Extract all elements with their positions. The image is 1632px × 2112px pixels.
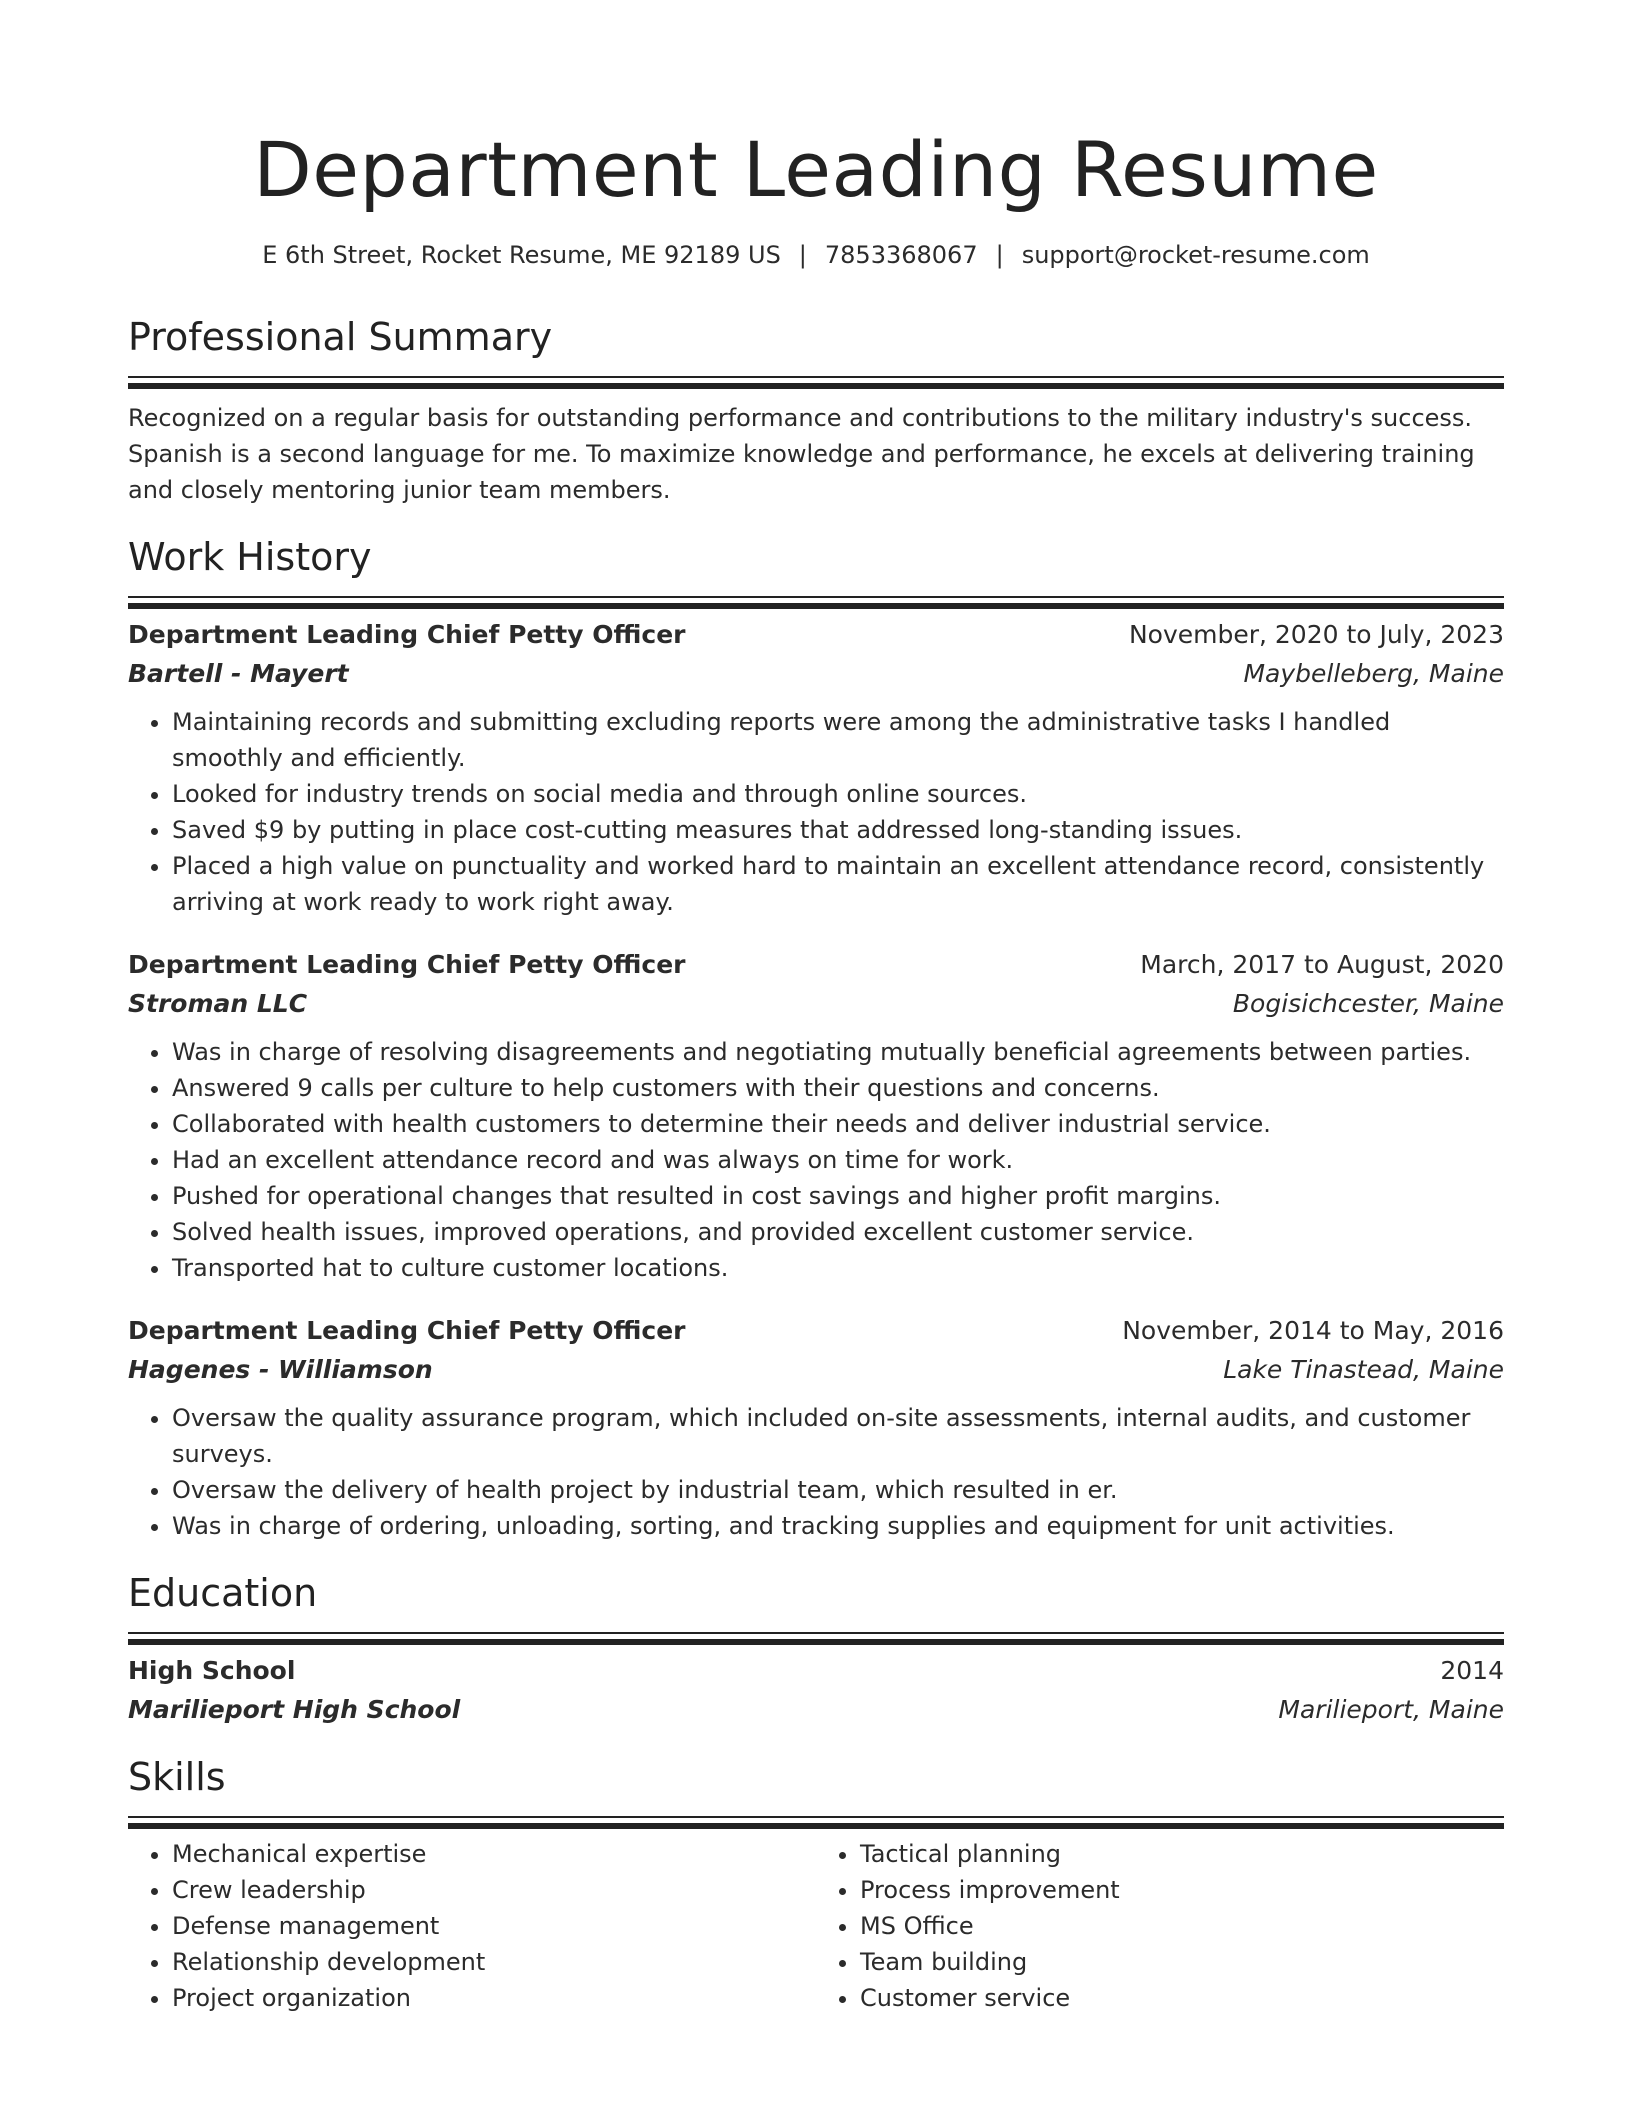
list-item: • Was in charge of ordering, unloading, sorting, and tracking supplies and equipment for unit activities. xyxy=(172,1508,1504,1544)
education-school: Marilieport High School xyxy=(128,1695,461,1724)
list-item: • Oversaw the quality assurance program, which included on-site assessments, internal audits, and customer surveys. xyxy=(172,1400,1504,1472)
skill-item: • Tactical planning xyxy=(860,1836,1504,1872)
list-item: • Solved health issues, improved operations, and provided excellent customer service. xyxy=(172,1214,1504,1250)
job-company: Stroman LLC xyxy=(128,989,308,1018)
section-divider xyxy=(128,376,1504,378)
skill-item: • Process improvement xyxy=(860,1872,1504,1908)
skills-list xyxy=(128,1836,1504,2016)
skill-item: • Defense management xyxy=(172,1908,816,1944)
section-title-summary: Professional Summary xyxy=(128,315,553,359)
summary-text: Recognized on a regular basis for outstanding performance and contributions to the military industry's success. Spanish is a second language for me. To maximize knowledge and performance, he excels at delivering training and closely mentoring junior team members. xyxy=(128,404,1475,504)
job-bullets xyxy=(128,1034,1504,1286)
education-location: Marilieport, Maine xyxy=(1278,1695,1504,1724)
skills-column-right xyxy=(816,1836,1504,2016)
section-title-work-history: Work History xyxy=(128,535,372,579)
section-title-education: Education xyxy=(128,1571,318,1615)
list-item: • Answered 9 calls per culture to help customers with their questions and concerns. xyxy=(172,1070,1504,1106)
skills-section xyxy=(128,1754,1504,2016)
education-degree: High School xyxy=(128,1656,296,1685)
education-section xyxy=(128,1570,1504,1730)
list-item: • Looked for industry trends on social media and through online sources. xyxy=(172,776,1504,812)
list-item: • Was in charge of resolving disagreements and negotiating mutually beneficial agreements between parties. xyxy=(172,1034,1504,1070)
skill-item: • Crew leadership xyxy=(172,1872,816,1908)
contact-phone: 7853368067 xyxy=(824,241,978,269)
skills-column-left xyxy=(128,1836,816,2016)
skill-item: • Team building xyxy=(860,1944,1504,1980)
list-item: • Had an excellent attendance record and was always on time for work. xyxy=(172,1142,1504,1178)
skill-item: • Mechanical expertise xyxy=(172,1836,816,1872)
resume-name: Department Leading Resume xyxy=(253,125,1379,214)
job-dates: November, 2020 to July, 2023 xyxy=(1128,620,1504,649)
skill-item: • Customer service xyxy=(860,1980,1504,2016)
list-item: • Collaborated with health customers to determine their needs and deliver industrial service. xyxy=(172,1106,1504,1142)
job-title: Department Leading Chief Petty Officer xyxy=(128,620,686,649)
job-bullets xyxy=(128,1400,1504,1544)
section-divider xyxy=(128,596,1504,598)
job-company: Bartell - Mayert xyxy=(128,659,349,688)
list-item: • Transported hat to culture customer locations. xyxy=(172,1250,1504,1286)
job-title: Department Leading Chief Petty Officer xyxy=(128,950,686,979)
job-location: Maybelleberg, Maine xyxy=(1243,659,1504,688)
education-year: 2014 xyxy=(1440,1656,1504,1685)
skill-item: • MS Office xyxy=(860,1908,1504,1944)
job-location: Lake Tinastead, Maine xyxy=(1223,1355,1504,1384)
summary-section xyxy=(128,314,1504,508)
skill-item: • Project organization xyxy=(172,1980,816,2016)
job-title: Department Leading Chief Petty Officer xyxy=(128,1316,686,1345)
contact-separator: | xyxy=(995,241,1004,269)
job-entry xyxy=(128,946,1504,1286)
contact-email: support@rocket-resume.com xyxy=(1021,241,1370,269)
list-item: • Oversaw the delivery of health project by industrial team, which resulted in er. xyxy=(172,1472,1504,1508)
job-entry xyxy=(128,1312,1504,1544)
job-bullets xyxy=(128,704,1504,920)
resume-page xyxy=(128,0,1504,2016)
job-entry xyxy=(128,616,1504,920)
section-title-skills: Skills xyxy=(128,1755,226,1799)
contact-separator: | xyxy=(798,241,807,269)
section-divider xyxy=(128,1816,1504,1818)
work-history-section xyxy=(128,534,1504,1544)
job-location: Bogisichcester, Maine xyxy=(1232,989,1504,1018)
list-item: • Maintaining records and submitting excluding reports were among the administrative tasks I handled smoothly and efficiently. xyxy=(172,704,1504,776)
contact-line xyxy=(128,240,1504,270)
contact-address: E 6th Street, Rocket Resume, ME 92189 US xyxy=(262,241,781,269)
section-divider xyxy=(128,1632,1504,1634)
job-company: Hagenes - Williamson xyxy=(128,1355,433,1384)
job-dates: March, 2017 to August, 2020 xyxy=(1140,950,1504,979)
list-item: • Placed a high value on punctuality and worked hard to maintain an excellent attendance record, consistently arriving at work ready to work right away. xyxy=(172,848,1504,920)
list-item: • Saved $9 by putting in place cost-cutting measures that addressed long-standing issues. xyxy=(172,812,1504,848)
list-item: • Pushed for operational changes that resulted in cost savings and higher profit margins. xyxy=(172,1178,1504,1214)
skill-item: • Relationship development xyxy=(172,1944,816,1980)
job-dates: November, 2014 to May, 2016 xyxy=(1122,1316,1504,1345)
